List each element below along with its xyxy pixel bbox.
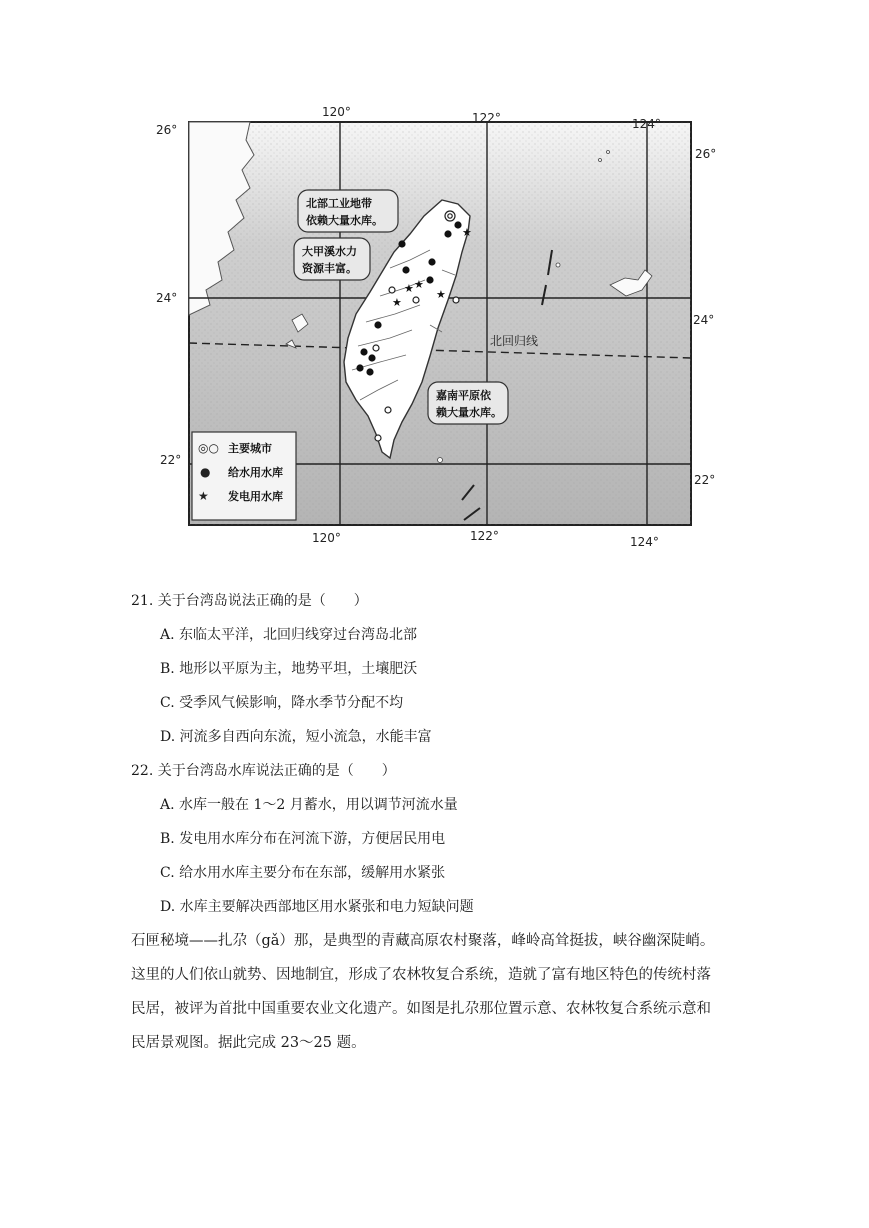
callout-south [428,382,508,424]
svg-text:大甲溪水力: 大甲溪水力 [302,245,357,258]
question-22-stem: 22. 关于台湾岛水库说法正确的是（ ） [131,763,396,779]
lon-label-bottom-124: 124° [630,535,659,549]
svg-text:★: ★ [404,282,414,295]
legend-symbol-power: ★ [198,489,209,503]
legend-label-supply: 给水用水库 [228,466,283,479]
passage-line-3: 民居，被评为首批中国重要农业文化遗产。如图是扎尕那位置示意、农林牧复合系统示意和 [131,1001,711,1017]
lat-label-right-22: 22° [694,473,716,487]
legend-label-city: 主要城市 [228,442,272,455]
svg-text:依赖大量水库。: 依赖大量水库。 [306,214,383,227]
lon-label-top-122: 122° [472,111,501,125]
svg-text:★: ★ [436,288,446,301]
question-22-option-a: A. 水库一般在 1～2 月蓄水，用以调节河流水量 [160,797,458,813]
callout-north [298,190,398,232]
svg-text:北部工业地带: 北部工业地带 [306,197,372,210]
lon-label-bottom-120: 120° [312,531,341,545]
lat-label-right-24: 24° [693,313,715,327]
taiwan-map [156,100,717,552]
legend-label-power: 发电用水库 [228,490,283,503]
legend-symbol-supply: ● [200,465,211,479]
svg-text:★: ★ [392,296,402,309]
lon-label-top-120: 120° [322,105,351,119]
passage-line-1: 石匣秘境——扎尕（gǎ）那，是典型的青藏高原农村聚落，峰岭高耸挺拔，峡谷幽深陡峭。 [131,933,715,949]
svg-text:资源丰富。: 资源丰富。 [302,262,357,275]
question-21-option-c: C. 受季风气候影响，降水季节分配不均 [160,695,404,711]
callout-dajia [294,238,370,280]
question-21-option-b: B. 地形以平原为主，地势平坦，土壤肥沃 [160,661,418,677]
lon-label-bottom-122: 122° [470,529,499,543]
lat-label-left-24: 24° [156,291,178,305]
question-21-stem: 21. 关于台湾岛说法正确的是（ ） [131,593,368,609]
legend-symbol-city: ◎○ [198,441,219,455]
passage-line-2: 这里的人们依山就势、因地制宜，形成了农林牧复合系统，造就了富有地区特色的传统村落 [131,967,711,983]
passage-line-4: 民居景观图。据此完成 23～25 题。 [131,1035,366,1051]
svg-text:★: ★ [414,278,424,291]
lon-label-top-124: 124° [632,117,661,131]
svg-text:嘉南平原依: 嘉南平原依 [436,389,491,402]
question-21-option-d: D. 河流多自西向东流，短小流急，水能丰富 [160,729,432,745]
lat-label-right-26: 26° [695,147,717,161]
tropic-label: 北回归线 [490,334,539,348]
lat-label-left-26: 26° [156,123,178,137]
svg-text:★: ★ [462,226,472,239]
svg-text:赖大量水库。: 赖大量水库。 [436,406,502,419]
question-22-option-c: C. 给水用水库主要分布在东部，缓解用水紧张 [160,865,446,881]
question-22-option-d: D. 水库主要解决西部地区用水紧张和电力短缺问题 [160,899,474,915]
lat-label-left-22: 22° [160,453,182,467]
question-21-option-a: A. 东临太平洋，北回归线穿过台湾岛北部 [160,627,418,643]
question-22-option-b: B. 发电用水库分布在河流下游，方便居民用电 [160,831,446,847]
map-legend [192,432,296,520]
